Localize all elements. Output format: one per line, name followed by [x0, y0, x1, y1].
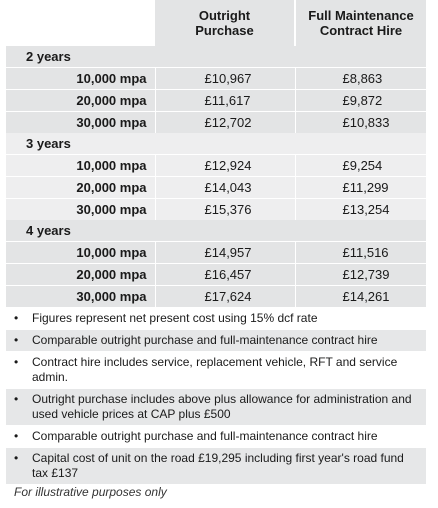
group-row [6, 220, 426, 242]
cost-comparison-sheet [6, 0, 426, 484]
contract-cell: £13,254 [295, 199, 426, 221]
group-label: 4 years [6, 220, 155, 242]
outright-cell: £15,376 [155, 199, 295, 221]
group-label: 3 years [6, 133, 155, 155]
contract-cell: £14,261 [295, 286, 426, 308]
note-item [6, 329, 426, 351]
note-item [6, 425, 426, 447]
contract-cell: £9,872 [295, 90, 426, 112]
bullet-icon: • [14, 333, 19, 347]
note-text: Comparable outright purchase and full-maintenance contract hire [32, 333, 378, 347]
cost-comparison-table [6, 0, 426, 307]
mileage-cell: 30,000 mpa [6, 286, 155, 308]
note-text: Figures represent net present cost using 15% dcf rate [32, 311, 318, 325]
bullet-icon: • [14, 355, 19, 369]
note-text: Comparable outright purchase and full-maintenance contract hire [32, 429, 378, 443]
table-row [6, 286, 426, 308]
contract-cell: £8,863 [295, 68, 426, 90]
header-contract-hire: Full Maintenance Contract Hire [295, 0, 426, 46]
note-item [6, 351, 426, 388]
group-row [6, 46, 426, 68]
group-row [6, 133, 426, 155]
mileage-cell: 10,000 mpa [6, 242, 155, 264]
table-row [6, 199, 426, 221]
outright-cell: £10,967 [155, 68, 295, 90]
table-row [6, 177, 426, 199]
note-item [6, 307, 426, 329]
outright-cell: £14,957 [155, 242, 295, 264]
contract-cell: £10,833 [295, 112, 426, 134]
table-row [6, 112, 426, 134]
bullet-icon: • [14, 392, 19, 406]
note-item [6, 447, 426, 484]
mileage-cell: 10,000 mpa [6, 68, 155, 90]
outright-cell: £12,702 [155, 112, 295, 134]
contract-cell: £9,254 [295, 155, 426, 177]
note-text: Contract hire includes service, replacement vehicle, RFT and service admin. [32, 355, 398, 384]
contract-cell: £11,299 [295, 177, 426, 199]
table-row [6, 90, 426, 112]
mileage-cell: 20,000 mpa [6, 177, 155, 199]
footer-disclaimer: For illustrative purposes only [14, 485, 167, 499]
mileage-cell: 30,000 mpa [6, 112, 155, 134]
notes-list [6, 307, 426, 484]
outright-cell: £12,924 [155, 155, 295, 177]
note-text: Capital cost of unit on the road £19,295 including first year's road fund tax £137 [32, 451, 404, 480]
contract-cell: £11,516 [295, 242, 426, 264]
group-label: 2 years [6, 46, 155, 68]
mileage-cell: 30,000 mpa [6, 199, 155, 221]
contract-cell: £12,739 [295, 264, 426, 286]
mileage-cell: 20,000 mpa [6, 90, 155, 112]
table-header-row [6, 0, 426, 46]
bullet-icon: • [14, 311, 19, 325]
note-item [6, 388, 426, 425]
table-row [6, 264, 426, 286]
outright-cell: £11,617 [155, 90, 295, 112]
header-outright-purchase: Outright Purchase [155, 0, 295, 46]
table-row [6, 155, 426, 177]
outright-cell: £16,457 [155, 264, 295, 286]
header-blank-cell [6, 0, 155, 46]
table-row [6, 68, 426, 90]
note-text: Outright purchase includes above plus allowance for administration and used vehicle prices at CAP plus £500 [32, 392, 412, 421]
bullet-icon: • [14, 451, 19, 465]
mileage-cell: 20,000 mpa [6, 264, 155, 286]
mileage-cell: 10,000 mpa [6, 155, 155, 177]
outright-cell: £14,043 [155, 177, 295, 199]
outright-cell: £17,624 [155, 286, 295, 308]
bullet-icon: • [14, 429, 19, 443]
table-row [6, 242, 426, 264]
